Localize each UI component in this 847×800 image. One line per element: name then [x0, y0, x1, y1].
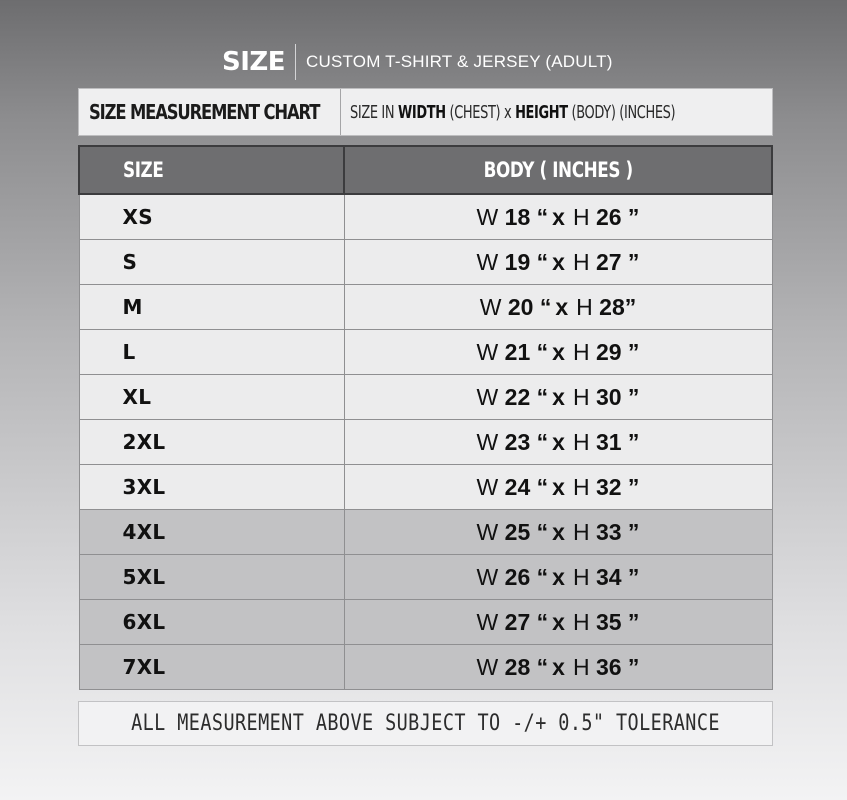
height-value: 31 [595, 428, 622, 455]
chart-description [350, 102, 675, 123]
width-prefix: W [479, 293, 502, 320]
width-unit: “ [530, 653, 549, 680]
width-prefix: W [476, 248, 499, 275]
body-measurement-cell [344, 240, 772, 285]
times-sign: x [552, 473, 565, 500]
size-cell: 2XL [79, 420, 344, 465]
height-value: 30 [595, 383, 622, 410]
table-row [79, 510, 772, 555]
width-value: 25 [504, 518, 531, 545]
height-value: 33 [595, 518, 622, 545]
column-header-size: SIZE [79, 146, 344, 194]
width-unit: “ [530, 473, 549, 500]
size-cell: L [79, 330, 344, 375]
size-cell: M [79, 285, 344, 330]
height-prefix: H [572, 383, 590, 410]
width-prefix: W [476, 473, 499, 500]
height-unit: ” [621, 338, 640, 365]
height-unit: ” [621, 473, 640, 500]
height-unit: ” [621, 428, 640, 455]
width-prefix: W [476, 203, 499, 230]
page-title: SIZE [222, 47, 286, 77]
width-value: 28 [504, 653, 531, 680]
height-prefix: H [572, 608, 590, 635]
size-cell: 6XL [79, 600, 344, 645]
size-cell: 5XL [79, 555, 344, 600]
height-unit: ” [621, 563, 640, 590]
body-measurement-cell [344, 465, 772, 510]
width-unit: “ [530, 518, 549, 545]
column-header-body: BODY ( INCHES ) [344, 146, 772, 194]
table-row [79, 375, 772, 420]
chart-label-cell [79, 89, 341, 135]
times-sign: x [552, 248, 565, 275]
height-unit: ” [621, 248, 640, 275]
desc-width: WIDTH [397, 101, 446, 123]
desc-prefix: SIZE IN [350, 101, 398, 123]
height-unit: ” [621, 203, 640, 230]
table-row [79, 600, 772, 645]
desc-suffix: (BODY) (INCHES) [567, 101, 676, 123]
height-value: 35 [595, 608, 622, 635]
width-unit: “ [530, 383, 549, 410]
width-unit: “ [530, 248, 549, 275]
times-sign: x [552, 518, 565, 545]
width-unit: “ [530, 338, 549, 365]
width-value: 24 [504, 473, 531, 500]
height-unit: ” [621, 518, 640, 545]
size-cell: XS [79, 194, 344, 240]
width-value: 19 [504, 248, 531, 275]
info-bar [78, 88, 773, 136]
body-measurement-cell [344, 645, 772, 690]
body-measurement-cell [344, 510, 772, 555]
width-value: 20 [507, 293, 534, 320]
body-measurement-cell [344, 285, 772, 330]
width-unit: “ [530, 203, 549, 230]
times-sign: x [552, 383, 565, 410]
times-sign: x [552, 428, 565, 455]
width-unit: “ [530, 563, 549, 590]
size-cell: XL [79, 375, 344, 420]
size-cell: S [79, 240, 344, 285]
height-prefix: H [572, 563, 590, 590]
width-prefix: W [476, 428, 499, 455]
body-measurement-cell [344, 420, 772, 465]
width-value: 23 [504, 428, 531, 455]
height-value: 36 [595, 653, 622, 680]
width-unit: “ [533, 293, 552, 320]
height-unit: ” [621, 653, 640, 680]
header-divider [295, 44, 296, 80]
table-body [79, 194, 772, 690]
width-prefix: W [476, 518, 499, 545]
body-measurement-cell [344, 330, 772, 375]
width-unit: “ [530, 608, 549, 635]
table-row [79, 465, 772, 510]
width-prefix: W [476, 563, 499, 590]
height-value: 27 [595, 248, 622, 275]
height-prefix: H [572, 518, 590, 545]
width-value: 22 [504, 383, 531, 410]
table-row [79, 285, 772, 330]
page-subtitle: CUSTOM T-SHIRT & JERSEY (ADULT) [306, 52, 613, 71]
height-value: 32 [595, 473, 622, 500]
times-sign: x [552, 203, 565, 230]
desc-chest: (CHEST) x [445, 101, 516, 123]
tolerance-note [78, 701, 773, 746]
width-prefix: W [476, 383, 499, 410]
times-sign: x [552, 653, 565, 680]
width-value: 18 [504, 203, 531, 230]
size-table [78, 145, 773, 690]
times-sign: x [552, 608, 565, 635]
chart-label: SIZE MEASUREMENT CHART [89, 100, 320, 124]
height-unit: ” [621, 608, 640, 635]
height-value: 28 [599, 293, 625, 320]
height-value: 26 [595, 203, 622, 230]
table-row [79, 330, 772, 375]
size-cell: 3XL [79, 465, 344, 510]
width-value: 26 [504, 563, 531, 590]
size-cell: 7XL [79, 645, 344, 690]
body-measurement-cell [344, 555, 772, 600]
height-prefix: H [576, 293, 593, 320]
body-measurement-cell [344, 600, 772, 645]
height-prefix: H [572, 428, 590, 455]
width-prefix: W [476, 338, 499, 365]
width-prefix: W [476, 608, 499, 635]
width-value: 21 [504, 338, 531, 365]
table-row [79, 645, 772, 690]
table-row [79, 194, 772, 240]
desc-height: HEIGHT [515, 101, 568, 123]
times-sign: x [552, 338, 565, 365]
size-cell: 4XL [79, 510, 344, 555]
height-unit: ” [621, 383, 640, 410]
width-value: 27 [504, 608, 531, 635]
table-header-row [79, 146, 772, 194]
table-row [79, 240, 772, 285]
height-prefix: H [572, 248, 590, 275]
table-row [79, 420, 772, 465]
height-unit: ” [624, 293, 637, 320]
width-prefix: W [476, 653, 499, 680]
times-sign: x [552, 563, 565, 590]
body-measurement-cell [344, 194, 772, 240]
height-prefix: H [572, 473, 590, 500]
body-measurement-cell [344, 375, 772, 420]
height-prefix: H [572, 338, 590, 365]
height-value: 34 [595, 563, 622, 590]
width-unit: “ [530, 428, 549, 455]
height-prefix: H [572, 653, 590, 680]
height-value: 29 [595, 338, 622, 365]
times-sign: x [555, 293, 569, 320]
tolerance-text: ALL MEASUREMENT ABOVE SUBJECT TO -/+ 0.5" TOLERANCE [131, 711, 720, 736]
page-header [222, 44, 613, 80]
chart-description-cell [341, 89, 802, 135]
table-row [79, 555, 772, 600]
height-prefix: H [572, 203, 590, 230]
